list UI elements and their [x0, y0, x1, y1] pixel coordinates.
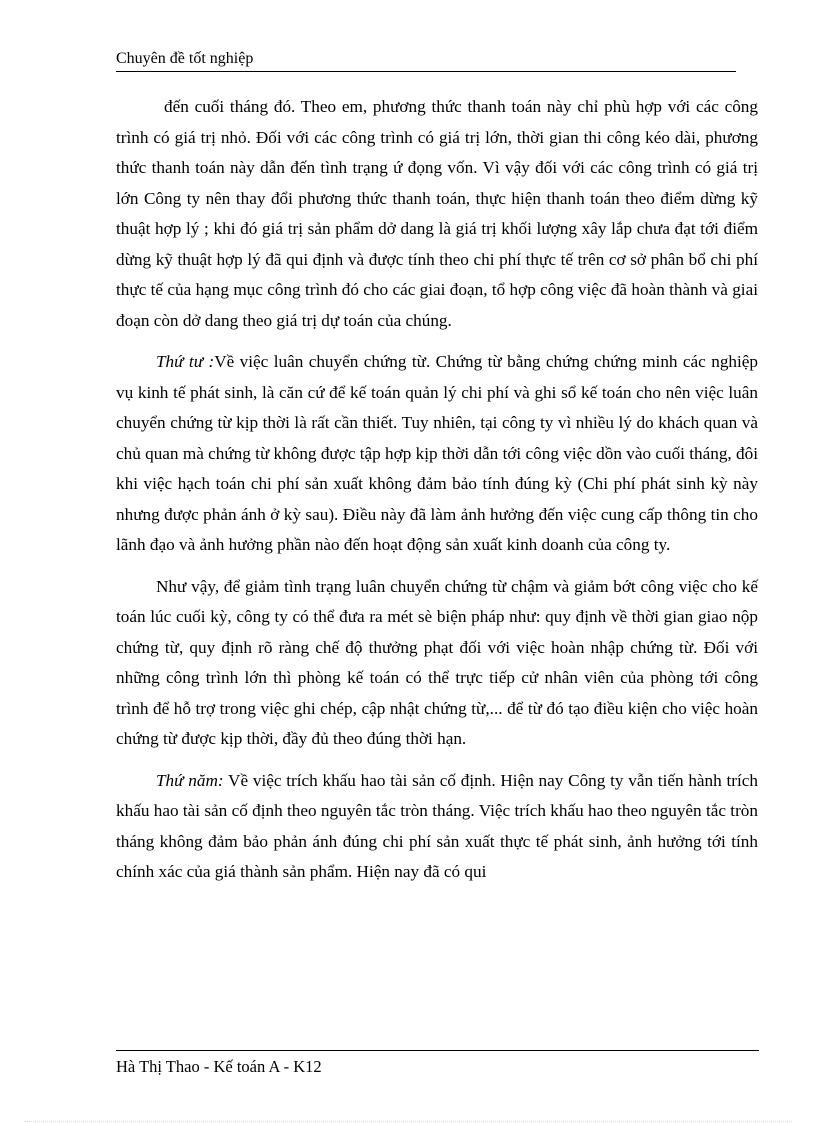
- paragraph-text: Như vậy, để giảm tình trạng luân chuyển chứng từ chậm và giảm bớt công việc cho kế toán lúc cuối kỳ, công ty có thể đưa ra mét sè biện pháp như: quy định về thời gian giao nộp chứng từ, quy định rõ ràng chế độ thưởng phạt đối với việc hoàn nhập chứng từ. Đối với những công trình lớn thì phòng kế toán có thể trực tiếp cử nhân viên của phòng tới công trình để hỗ trợ trong việc ghi chép, cập nhật chứng từ,... để từ đó tạo điều kiện cho việc hoàn chứng từ được kịp thời, đầy đủ theo đúng thời hạn.: [116, 576, 758, 748]
- paragraph: [116, 347, 758, 561]
- page-header: [116, 48, 736, 70]
- footer-divider: [116, 1050, 759, 1051]
- paragraph: [116, 92, 758, 336]
- paragraph-text: Về việc luân chuyển chứng từ. Chứng từ bằng chứng chứng minh các nghiệp vụ kinh tế phát sinh, là căn cứ để kế toán quản lý chi phí và ghi sổ kế toán cho nên việc luân chuyển chứng từ kịp thời là rất cần thiết. Tuy nhiên, tại công ty vì nhiều lý do khách quan và chủ quan mà chứng từ không được tập hợp kịp thời dẫn tới công việc dồn vào cuối tháng, đôi khi việc hạch toán chi phí sản xuất không đảm bảo tính đúng kỳ (Chi phí phát sinh kỳ này nhưng được phản ánh ở kỳ sau). Điều này đã làm ảnh hưởng đến việc cung cấp thông tin cho lãnh đạo và ảnh hưởng phần nào đến hoạt động sản xuất kinh doanh của công ty.: [116, 352, 758, 554]
- header-divider: [116, 71, 736, 72]
- paragraph: [116, 766, 758, 888]
- paragraph-lead: Thứ tư :: [156, 352, 215, 371]
- document-body: [116, 92, 758, 899]
- header-title: Chuyên đề tốt nghiệp: [116, 50, 254, 67]
- paragraph-text: Về việc trích khấu hao tài sản cố định. Hiện nay Công ty vẫn tiến hành trích khấu hao tài sản cố định theo nguyên tắc tròn tháng. Việc trích khấu hao theo nguyên tắc tròn tháng không đảm bảo phản ánh đúng chi phí sản xuất thực tế phát sinh, ảnh hưởng tới tính chính xác của giá thành sản phẩm. Hiện nay đã có qui: [116, 770, 758, 881]
- footer-author: Hà Thị Thao - Kế toán A - K12: [116, 1057, 322, 1076]
- page-edge-divider: [24, 1121, 792, 1122]
- paragraph-text: đến cuối tháng đó. Theo em, phương thức thanh toán này chỉ phù hợp với các công trình có giá trị nhỏ. Đối với các công trình có giá trị lớn, thời gian thi công kéo dài, phương thức thanh toán này dẫn đến tình trạng ứ đọng vốn. Vì vậy đối với các công trình có giá trị lớn Công ty nên thay đổi phương thức thanh toán, thực hiện thanh toán theo điểm dừng kỹ thuật hợp lý ; khi đó giá trị sản phẩm dở dang là giá trị khối lượng xây lắp chưa đạt tới điểm dừng kỹ thuật hợp lý đã qui định và được tính theo chi phí thực tế trên cơ sở phân bổ chi phí thực tế của hạng mục công trình đó cho các giai đoạn, tổ hợp công việc đã hoàn thành và giai đoạn còn dở dang theo giá trị dự toán của chúng.: [116, 97, 758, 330]
- paragraph-lead: Thứ năm:: [156, 770, 224, 790]
- paragraph: [116, 572, 758, 755]
- page-footer: [116, 1056, 322, 1078]
